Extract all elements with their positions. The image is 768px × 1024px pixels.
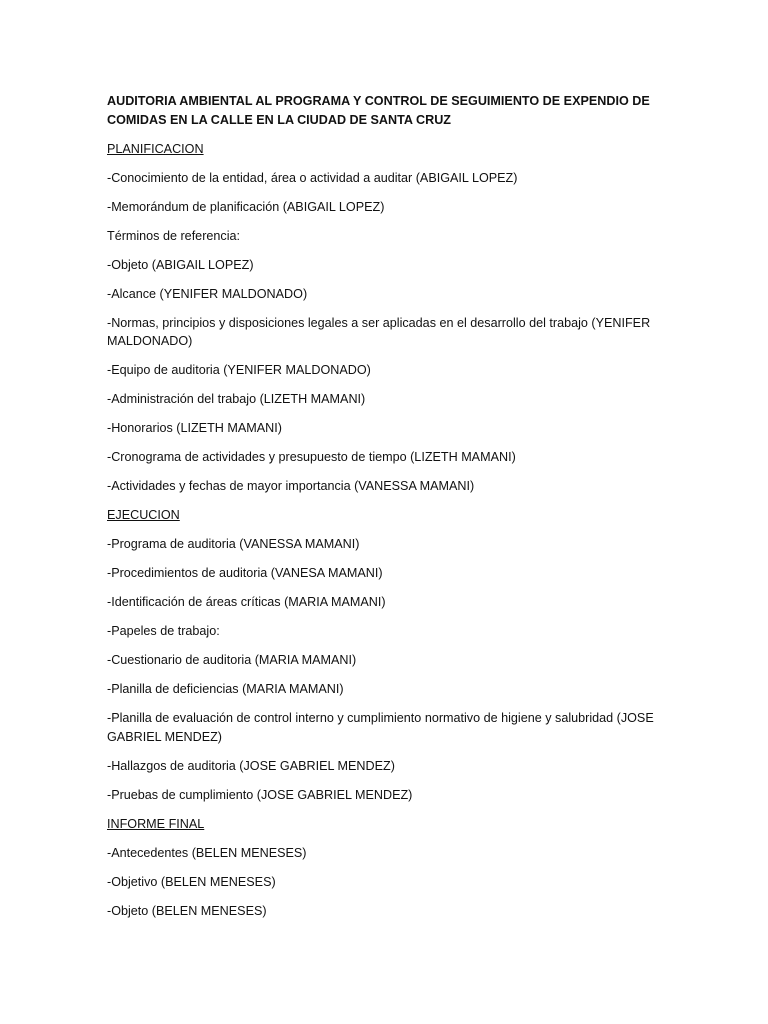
section-heading-planificacion: PLANIFICACION — [107, 141, 204, 156]
list-item: -Memorándum de planificación (ABIGAIL LOPEZ) — [107, 199, 385, 214]
section-heading-informe-final: INFORME FINAL — [107, 816, 205, 831]
list-item: -Conocimiento de la entidad, área o actividad a auditar (ABIGAIL LOPEZ) — [107, 170, 518, 185]
list-item: -Alcance (YENIFER MALDONADO) — [107, 286, 308, 301]
list-item: -Cronograma de actividades y presupuesto de tiempo (LIZETH MAMANI) — [107, 450, 516, 464]
list-item: -Hallazgos de auditoria (JOSE GABRIEL MENDEZ) — [107, 758, 395, 773]
list-item: -Identificación de áreas críticas (MARIA MAMANI) — [107, 595, 386, 609]
list-item: -Antecedentes (BELEN MENESES) — [107, 845, 307, 860]
list-item: -Cuestionario de auditoria (MARIA MAMANI) — [107, 653, 357, 667]
list-item: -Programa de auditoria (VANESSA MAMANI) — [107, 537, 360, 551]
list-item: -Planilla de evaluación de control interno y cumplimiento normativo de higiene y salubridad (JOSE GABRIEL MENDEZ) — [107, 711, 654, 744]
list-item: -Objeto (ABIGAIL LOPEZ) — [107, 257, 254, 272]
section-heading-ejecucion: EJECUCION — [107, 508, 180, 522]
list-item: -Papeles de trabajo: — [107, 624, 220, 638]
document-title: AUDITORIA AMBIENTAL AL PROGRAMA Y CONTROL DE SEGUIMIENTO DE EXPENDIO DE COMIDAS EN LA CALLE EN LA CIUDAD DE SANTA CRUZ — [107, 94, 650, 127]
document-page — [107, 92, 667, 931]
list-item: -Procedimientos de auditoria (VANESA MAMANI) — [107, 566, 383, 580]
list-item: -Administración del trabajo (LIZETH MAMANI) — [107, 392, 366, 406]
subheading-terminos: Términos de referencia: — [107, 228, 240, 243]
list-item: -Actividades y fechas de mayor importancia (VANESSA MAMANI) — [107, 479, 475, 493]
list-item: -Pruebas de cumplimiento (JOSE GABRIEL MENDEZ) — [107, 787, 413, 802]
list-item: -Normas, principios y disposiciones legales a ser aplicadas en el desarrollo del trabajo (YENIFER MALDONADO) — [107, 315, 651, 348]
list-item: -Planilla de deficiencias (MARIA MAMANI) — [107, 682, 344, 696]
list-item: -Honorarios (LIZETH MAMANI) — [107, 421, 282, 435]
list-item: -Equipo de auditoria (YENIFER MALDONADO) — [107, 363, 371, 377]
list-item: -Objeto (BELEN MENESES) — [107, 903, 267, 918]
list-item: -Objetivo (BELEN MENESES) — [107, 874, 276, 889]
